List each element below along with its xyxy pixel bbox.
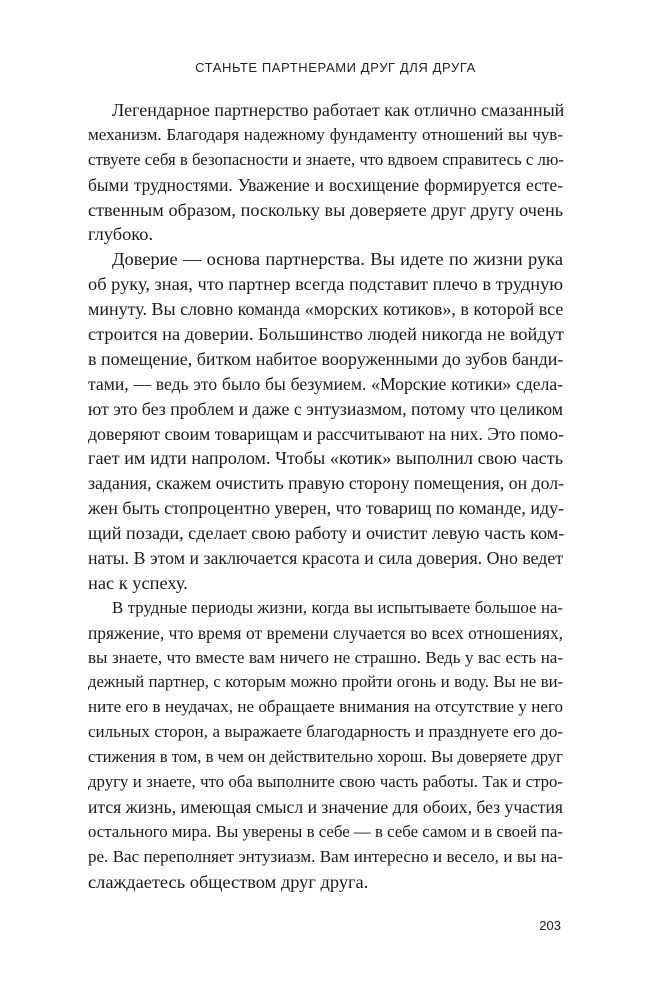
text-line: ют это без проблем и даже с энтузиазмом, потому что целиком (88, 398, 563, 419)
text-line: щий позади, сделает свою работу и очистит левую часть ком- (88, 523, 565, 544)
text-line: ните его в неудачах, не обращаете внимания на отсутствие у него (88, 697, 563, 717)
text-line: вы знаете, что вместе вам ничего не страшно. Ведь у вас есть на- (88, 647, 563, 667)
paragraph (88, 247, 563, 595)
text-line: пряжение, что время от времени случается во всех отношениях, (88, 622, 563, 643)
text-line: минуту. Вы словно команда «морских котиков», в которой все (88, 299, 564, 320)
text-line: ре. Вас переполняет энтузиазм. Вам интересно и весело, и вы на- (88, 846, 563, 866)
text-line: строится на доверии. Большинство людей никогда не войдут (88, 324, 564, 345)
running-header: СТАНЬТЕ ПАРТНЕРАМИ ДРУГ ДЛЯ ДРУГА (195, 60, 476, 75)
text-line: ствуете себя в безопасности и знаете, что вдвоем справитесь с лю- (88, 149, 565, 169)
text-line: остального мира. Вы уверены в себе — в себе самом и в своей па- (88, 821, 563, 841)
text-line: сильных сторон, а выражаете благодарность и празднуете его до- (88, 722, 563, 742)
text-line: гает им идти напролом. Чтобы «котик» выполнил свою часть (88, 448, 563, 469)
text-line: другу и знаете, что оба выполните свою часть работы. Так и стро- (88, 772, 563, 792)
text-line: Доверие — основа партнерства. Вы идете по жизни рука (112, 249, 563, 270)
text-line: быми трудностями. Уважение и восхищение формируется есте- (88, 174, 563, 195)
text-line: В трудные периоды жизни, когда вы испытываете большое на- (112, 597, 563, 617)
text-line: ится жизнь, имеющая смысл и значение для обоих, без участия (88, 796, 563, 817)
text-line: жен быть стопроцентно уверен, что товарищ по команде, иду- (88, 498, 565, 519)
page-number: 203 (539, 918, 561, 933)
text-line: наты. В этом и заключается красота и сила доверия. Оно ведет (88, 548, 563, 569)
text-line: нас к успеху. (88, 572, 188, 593)
text-line: механизм. Благодаря надежному фундаменту отношений вы чув- (88, 124, 563, 144)
paragraph (88, 596, 563, 895)
text-line: дежный партнер, с которым можно пройти огонь и воду. Вы не ви- (88, 672, 563, 692)
text-line: об руку, зная, что партнер всегда подставит плечо в трудную (88, 274, 563, 295)
text-line: стижения в том, в чем он действительно хорош. Вы доверяете друг (88, 747, 563, 767)
text-line: глубоко. (88, 224, 154, 245)
text-line: в помещение, битком набитое вооруженными до зубов банди- (88, 348, 564, 369)
text-line: слаждаетесь обществом друг друга. (88, 871, 369, 892)
text-line: Легендарное партнерство работает как отлично смазанный (112, 100, 565, 120)
paragraph (88, 98, 563, 247)
text-line: задания, скажем очистить правую сторону помещения, он дол- (88, 473, 565, 494)
text-line: тами, — ведь это было бы безумием. «Морские котики» сдела- (88, 373, 563, 394)
text-line: доверяют своим товарищам и рассчитывают на них. Это помо- (88, 423, 564, 444)
body-text (88, 98, 563, 895)
text-line: ственным образом, поскольку вы доверяете друг другу очень (88, 199, 563, 220)
